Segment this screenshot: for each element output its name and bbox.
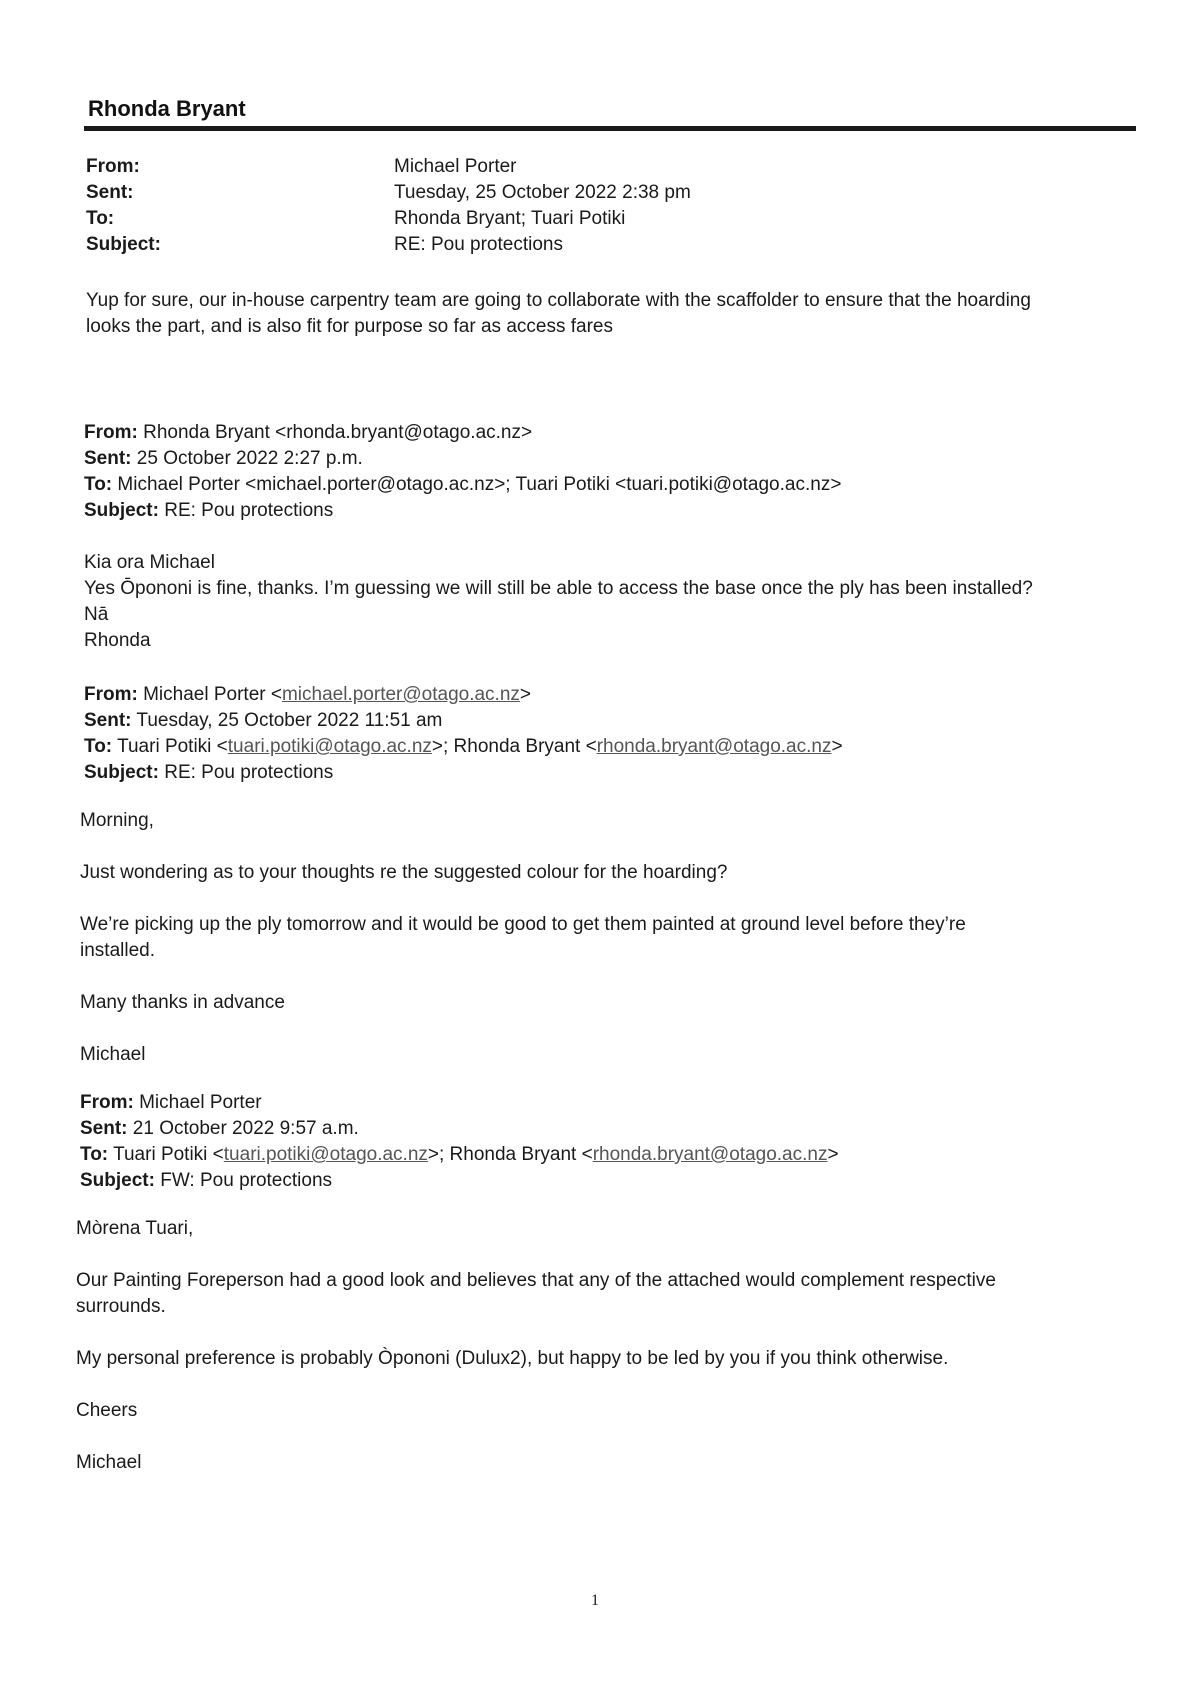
m3-p1: Just wondering as to your thoughts re the suggested colour for the hoarding? <box>80 862 728 883</box>
m3-p3: Many thanks in advance <box>80 992 285 1013</box>
m4-to-mid: >; Rhonda Bryant < <box>427 1144 593 1165</box>
header-to-label: To: <box>86 208 115 229</box>
document-title: Rhonda Bryant <box>88 96 246 121</box>
m2-sent-label: Sent: <box>84 448 132 469</box>
header-sent-row <box>86 180 691 206</box>
m4-signature: Michael <box>76 1452 142 1473</box>
m2-signoff: Nā <box>84 604 109 625</box>
m4-body <box>76 1216 1116 1476</box>
m3-sent-value: Tuesday, 25 October 2022 11:51 am <box>131 710 443 731</box>
m4-subject-label: Subject: <box>80 1170 155 1191</box>
m3-to-label: To: <box>84 736 113 757</box>
m4-p1b: surrounds. <box>76 1296 166 1317</box>
m4-p3: Cheers <box>76 1400 138 1421</box>
body-line-1: Yup for sure, our in-house carpentry team are going to collaborate with the scaffolder to ensure that the hoarding <box>86 290 1031 311</box>
m3-greeting: Morning, <box>80 810 154 831</box>
m3-to-mid: >; Rhonda Bryant < <box>431 736 597 757</box>
m4-greeting: Mòrena Tuari, <box>76 1218 194 1239</box>
m2-text: Yes Ōpononi is fine, thanks. I’m guessing we will still be able to access the base once the ply has been installed? <box>84 578 1033 599</box>
m3-to-name1: Tuari Potiki < <box>112 736 228 757</box>
header-subject-row <box>86 232 691 258</box>
m4-to-name1: Tuari Potiki < <box>108 1144 224 1165</box>
page-number: 1 <box>591 1592 599 1609</box>
m4-sent-label: Sent: <box>80 1118 128 1139</box>
message-body <box>86 288 1126 340</box>
m3-p2b: installed. <box>80 940 155 961</box>
m4-sent-value: 21 October 2022 9:57 a.m. <box>127 1118 359 1139</box>
m3-subject-label: Subject: <box>84 762 159 783</box>
m4-to-email1-link[interactable]: tuari.potiki@otago.ac.nz <box>223 1144 428 1165</box>
m2-to-label: To: <box>84 474 113 495</box>
m3-sent-label: Sent: <box>84 710 132 731</box>
m2-from-label: From: <box>84 422 138 443</box>
m3-to-end: > <box>831 736 843 757</box>
quoted-message-michael-2 <box>80 1090 1120 1194</box>
quoted-message-michael-1 <box>84 682 1124 786</box>
header-sent-value: Tuesday, 25 October 2022 2:38 pm <box>394 182 691 203</box>
m3-from-label: From: <box>84 684 138 705</box>
m3-from-end: > <box>519 684 532 705</box>
m3-to-email2-link[interactable]: rhonda.bryant@otago.ac.nz <box>596 736 832 757</box>
m2-greeting: Kia ora Michael <box>84 552 215 573</box>
m2-subject-label: Subject: <box>84 500 159 521</box>
m3-from-email-link[interactable]: michael.porter@otago.ac.nz <box>281 684 520 705</box>
m2-to-value: Michael Porter <michael.porter@otago.ac.nz>; Tuari Potiki <tuari.potiki@otago.ac.nz> <box>112 474 842 495</box>
m3-p2a: We’re picking up the ply tomorrow and it would be good to get them painted at ground level before they’re <box>80 914 966 935</box>
m3-signature: Michael <box>80 1044 146 1065</box>
m3-subject-value: RE: Pou protections <box>158 762 334 783</box>
m2-from-value: Rhonda Bryant <rhonda.bryant@otago.ac.nz> <box>137 422 533 443</box>
quoted-message-rhonda <box>84 420 1124 654</box>
header-from-value: Michael Porter <box>394 156 517 177</box>
m3-to-email1-link[interactable]: tuari.potiki@otago.ac.nz <box>227 736 432 757</box>
header-sent-label: Sent: <box>86 182 134 203</box>
header-to-row <box>86 206 691 232</box>
m4-from-value: Michael Porter <box>133 1092 262 1113</box>
m4-to-end: > <box>827 1144 839 1165</box>
m4-p1a: Our Painting Foreperson had a good look and believes that any of the attached would complement respective <box>76 1270 996 1291</box>
m2-signature: Rhonda <box>84 630 151 651</box>
email-header <box>86 154 691 258</box>
header-to-value: Rhonda Bryant; Tuari Potiki <box>394 208 626 229</box>
m3-from-name: Michael Porter < <box>137 684 282 705</box>
m2-sent-value: 25 October 2022 2:27 p.m. <box>131 448 363 469</box>
m4-to-email2-link[interactable]: rhonda.bryant@otago.ac.nz <box>592 1144 828 1165</box>
header-subject-label: Subject: <box>86 234 161 255</box>
m2-subject-value: RE: Pou protections <box>158 500 334 521</box>
header-from-label: From: <box>86 156 140 177</box>
header-from-row <box>86 154 691 180</box>
m3-body <box>80 808 1120 1068</box>
header-subject-value: RE: Pou protections <box>394 234 563 255</box>
title-rule <box>84 126 1136 131</box>
m4-from-label: From: <box>80 1092 134 1113</box>
m4-to-label: To: <box>80 1144 109 1165</box>
body-line-2: looks the part, and is also fit for purpose so far as access fares <box>86 316 613 337</box>
m4-p2: My personal preference is probably Òpononi (Dulux2), but happy to be led by you if you think otherwise. <box>76 1348 949 1369</box>
m4-subject-value: FW: Pou protections <box>154 1170 333 1191</box>
